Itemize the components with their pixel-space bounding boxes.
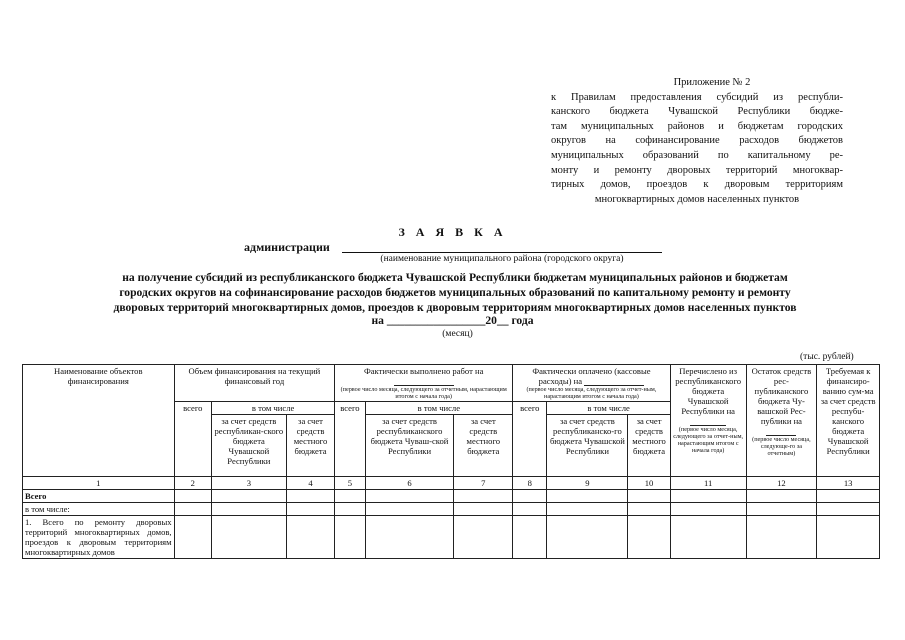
- table-cell[interactable]: [547, 490, 628, 503]
- col-number: 13: [817, 477, 880, 490]
- table-cell[interactable]: [365, 503, 454, 516]
- col-incl: в том числе: [547, 402, 670, 415]
- table-cell[interactable]: [746, 490, 817, 503]
- table-cell[interactable]: [335, 516, 365, 559]
- appendix-line: тирных домов, проездов к дворовым территориям: [551, 179, 843, 191]
- col-republic-funds: за счет средств республикан-ского бюджета Чувашской Республики: [211, 415, 286, 477]
- table-cell[interactable]: [628, 503, 670, 516]
- col-local-funds: за счет средств местного бюджета: [454, 415, 513, 477]
- col-transferred-label: Перечислено из республиканского бюджета Чувашской Республики на: [675, 366, 742, 416]
- col-number: 5: [335, 477, 365, 490]
- table-cell[interactable]: [365, 516, 454, 559]
- col-incl: в том числе: [211, 402, 334, 415]
- row-label: 1. Всего по ремонту дворовых территорий многоквартирных домов, проездов к дворовым территориям многоквартирных домов: [23, 516, 175, 559]
- table-cell[interactable]: [174, 503, 211, 516]
- col-local-funds: за счет средств местного бюджета: [628, 415, 670, 477]
- date-fill-line[interactable]: [394, 377, 454, 386]
- table-row-total: [23, 490, 880, 503]
- purpose-line: дворовых территорий многоквартирных домов, проездов к дворовым территориям многоквартирных домов населенных пунктов: [113, 301, 797, 314]
- appendix-line: муниципальных образований по капитальному ре-: [551, 149, 843, 161]
- table-cell[interactable]: [513, 516, 547, 559]
- col-transferred-hint: (первое число месяца, следующего за отчет-ным, нарастающим итогом с начала года): [673, 426, 744, 454]
- col-done-header: [335, 365, 513, 402]
- table-cell[interactable]: [670, 490, 746, 503]
- col-required-header: Требуемая к финансиро-ванию сум-ма за счет средств респубu-канского бюджета Чувашской Республики: [817, 365, 880, 477]
- col-volume-header: Объем финансирования на текущий финансовый год: [174, 365, 335, 402]
- table-cell[interactable]: [335, 490, 365, 503]
- table-cell[interactable]: [746, 503, 817, 516]
- col-paid-hint: (первое число месяца, следующего за отчет-ным, нарастающим итогом с начала года): [526, 386, 657, 400]
- table-cell[interactable]: [746, 516, 817, 559]
- table-cell[interactable]: [817, 503, 880, 516]
- table-header-row: [23, 365, 880, 402]
- col-number: 4: [286, 477, 335, 490]
- col-remainder-header: [746, 365, 817, 477]
- col-total: всего: [174, 402, 211, 477]
- month-line: на _________________20__ года: [371, 314, 534, 327]
- table-cell[interactable]: [365, 490, 454, 503]
- table-cell[interactable]: [547, 503, 628, 516]
- table-cell[interactable]: [817, 490, 880, 503]
- table-cell[interactable]: [286, 490, 335, 503]
- month-hint: (месяц): [442, 329, 473, 339]
- col-republic-funds: за счет средств республиканского бюджета Чуваш-ской Республики: [365, 415, 454, 477]
- table-cell[interactable]: [335, 503, 365, 516]
- appendix-line: к Правилам предоставления субсидий из республи-: [551, 91, 843, 103]
- col-objects-header: Наименование объектов финансирования: [23, 365, 175, 477]
- admin-fill-line[interactable]: [342, 252, 662, 253]
- col-number: 1: [23, 477, 175, 490]
- col-remainder-label: Остаток средств рес-публиканского бюджета Чу-вашской Рес-публики на: [751, 366, 812, 426]
- purpose-line: на получение субсидий из республиканского бюджета Чувашской Республики бюджетам муниципальных районов и бюджетам: [122, 271, 788, 284]
- table-cell[interactable]: [211, 490, 286, 503]
- date-fill-line[interactable]: [766, 427, 796, 436]
- units-label: (тыс. рублей): [800, 352, 854, 362]
- col-paid-label: Фактически оплачено (кассовые расходы) на: [532, 366, 651, 386]
- application-table: [22, 364, 880, 559]
- column-numbers-row: [23, 477, 880, 490]
- table-cell[interactable]: [286, 516, 335, 559]
- admin-label: администрации: [244, 240, 330, 254]
- col-total: всего: [513, 402, 547, 477]
- table-row-incl: [23, 503, 880, 516]
- table-cell[interactable]: [513, 503, 547, 516]
- table-cell[interactable]: [628, 490, 670, 503]
- table-cell[interactable]: [174, 516, 211, 559]
- table-cell[interactable]: [174, 490, 211, 503]
- date-fill-line[interactable]: [690, 417, 726, 426]
- appendix-line: монту и ремонту дворовых территорий многоквар-: [551, 164, 843, 176]
- row-label: Всего: [23, 490, 175, 503]
- table-row-item1: [23, 516, 880, 559]
- col-number: 6: [365, 477, 454, 490]
- table-cell[interactable]: [454, 503, 513, 516]
- col-number: 11: [670, 477, 746, 490]
- table-cell[interactable]: [211, 516, 286, 559]
- appendix-line: округов на софинансирование расходов бюджетов: [551, 135, 843, 147]
- table-cell[interactable]: [670, 516, 746, 559]
- table-cell[interactable]: [817, 516, 880, 559]
- purpose-text: [60, 270, 850, 315]
- col-total: всего: [335, 402, 365, 477]
- table-cell[interactable]: [628, 516, 670, 559]
- table-cell[interactable]: [211, 503, 286, 516]
- col-number: 10: [628, 477, 670, 490]
- col-number: 2: [174, 477, 211, 490]
- col-number: 3: [211, 477, 286, 490]
- col-done-label: Фактически выполнено работ на: [363, 366, 484, 376]
- table-cell[interactable]: [513, 490, 547, 503]
- col-local-funds: за счет средств местного бюджета: [286, 415, 335, 477]
- col-paid-header: [513, 365, 671, 402]
- col-incl: в том числе: [365, 402, 513, 415]
- table-cell[interactable]: [547, 516, 628, 559]
- table-cell[interactable]: [454, 490, 513, 503]
- table-cell[interactable]: [286, 503, 335, 516]
- col-number: 7: [454, 477, 513, 490]
- col-number: 12: [746, 477, 817, 490]
- row-label: в том числе:: [23, 503, 175, 516]
- col-done-hint: (первое число месяца, следующего за отчетным, нарастающим итогом с начала года): [340, 386, 507, 400]
- table-cell[interactable]: [670, 503, 746, 516]
- appendix-title: Приложение № 2: [673, 77, 751, 88]
- appendix-line: канского бюджета Чувашской Республики бюдже-: [551, 106, 843, 118]
- col-transferred-header: [670, 365, 746, 477]
- document-title: З А Я В К А: [398, 225, 507, 239]
- appendix-block: [551, 76, 843, 207]
- col-number: 9: [547, 477, 628, 490]
- table-cell[interactable]: [454, 516, 513, 559]
- col-republic-funds: за счет средств республиканско-го бюджета Чувашской Республики: [547, 415, 628, 477]
- col-remainder-hint: (первое число месяца, следующе-го за отчетным): [752, 436, 811, 457]
- col-number: 8: [513, 477, 547, 490]
- appendix-line: многоквартирных домов населенных пунктов: [594, 193, 800, 205]
- purpose-line: городских округов на софинансирование расходов бюджетов муниципальных образований по капитальному ремонту и ремонту: [119, 286, 791, 299]
- appendix-line: там муниципальных районов и бюджетам городских: [551, 120, 843, 132]
- date-fill-line[interactable]: [584, 377, 644, 386]
- admin-hint: (наименование муниципального района (городского округа): [380, 254, 624, 264]
